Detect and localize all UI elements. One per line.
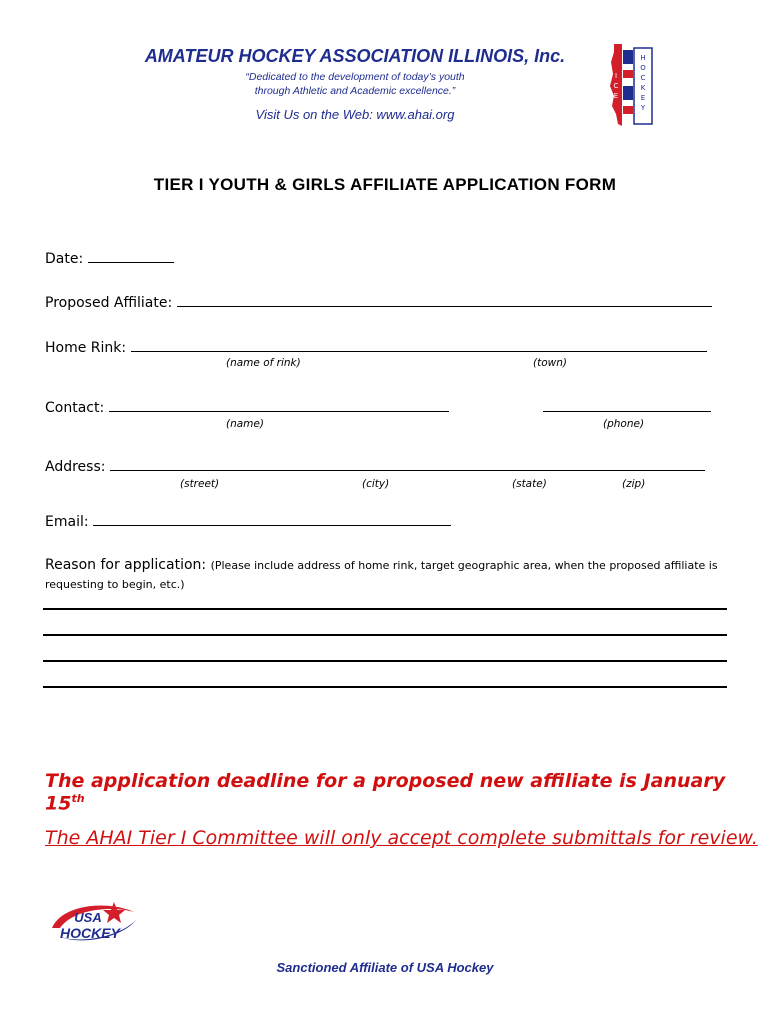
logo-letter-y: Y: [640, 104, 646, 112]
rink-field[interactable]: [131, 338, 707, 352]
reason-line-4[interactable]: [43, 686, 727, 688]
motto-line-1: “Dedicated to the development of today’s youth: [245, 71, 465, 83]
contact-name-field[interactable]: [109, 398, 449, 412]
email-field[interactable]: [93, 512, 451, 526]
org-name: AMATEUR HOCKEY ASSOCIATION ILLINOIS, Inc.: [144, 46, 566, 66]
email-row: [45, 512, 451, 530]
reason-line-2[interactable]: [43, 634, 727, 636]
deadline-notice: [45, 770, 770, 814]
contact-row: [45, 398, 449, 416]
rink-sub-town: (town): [533, 357, 567, 369]
affiliate-label: Proposed Affiliate:: [45, 295, 173, 311]
address-row: [45, 457, 705, 475]
rink-label: Home Rink:: [45, 340, 127, 356]
address-sub-street: (street): [180, 478, 220, 490]
address-label: Address:: [45, 459, 106, 475]
address-field[interactable]: [110, 457, 705, 471]
logo-letter-k: K: [640, 84, 646, 92]
sanctioned-text: Sanctioned Affiliate of USA Hockey: [276, 960, 494, 975]
logo-letter-e2: E: [640, 94, 646, 102]
email-label: Email:: [45, 514, 89, 530]
motto-line-2: through Athletic and Academic excellence.”: [254, 85, 456, 97]
contact-phone-field[interactable]: [543, 398, 711, 412]
deadline-sup: th: [71, 792, 85, 805]
logo-letter-c: C: [613, 82, 619, 90]
address-sub-zip: (zip): [622, 478, 646, 490]
logo-letter-e: E: [613, 92, 619, 100]
contact-sub-phone: (phone): [603, 418, 645, 430]
logo-letter-c2: C: [640, 74, 646, 82]
reason-label: Reason for application:: [45, 557, 207, 573]
usa-logo-top: USA: [74, 910, 102, 925]
reason-hint: (Please include address of home rink, target geographic area, when the proposed affiliate is requesting to begin, etc.): [45, 559, 718, 591]
logo-letter-o: O: [640, 64, 646, 72]
affiliate-field[interactable]: [177, 293, 712, 307]
reason-line-1[interactable]: [43, 608, 727, 610]
logo-letter-h: H: [640, 54, 646, 62]
ahai-ice-hockey-logo: [604, 40, 654, 132]
affiliate-row: [45, 293, 712, 311]
deadline-text: The application deadline for a proposed new affiliate is January 15: [45, 770, 726, 815]
contact-sub-name: (name): [226, 418, 264, 430]
logo-letter-i: I: [614, 72, 618, 80]
date-label: Date:: [45, 251, 84, 267]
rink-sub-name: (name of rink): [226, 357, 301, 369]
committee-notice: The AHAI Tier I Committee will only accept complete submittals for review.: [45, 827, 758, 849]
reason-block: [45, 556, 735, 594]
usa-logo-bottom: HOCKEY: [60, 925, 120, 941]
contact-label: Contact:: [45, 400, 105, 416]
usa-hockey-logo: [48, 898, 140, 946]
date-row: [45, 249, 174, 267]
date-field[interactable]: [88, 249, 174, 263]
address-sub-state: (state): [512, 478, 547, 490]
website-text: Visit Us on the Web: www.ahai.org: [255, 107, 455, 122]
address-sub-city: (city): [362, 478, 390, 490]
rink-row: [45, 338, 707, 356]
reason-line-3[interactable]: [43, 660, 727, 662]
contact-phone-wrap: [543, 398, 711, 415]
form-title: TIER I YOUTH & GIRLS AFFILIATE APPLICATION FORM: [153, 175, 617, 194]
